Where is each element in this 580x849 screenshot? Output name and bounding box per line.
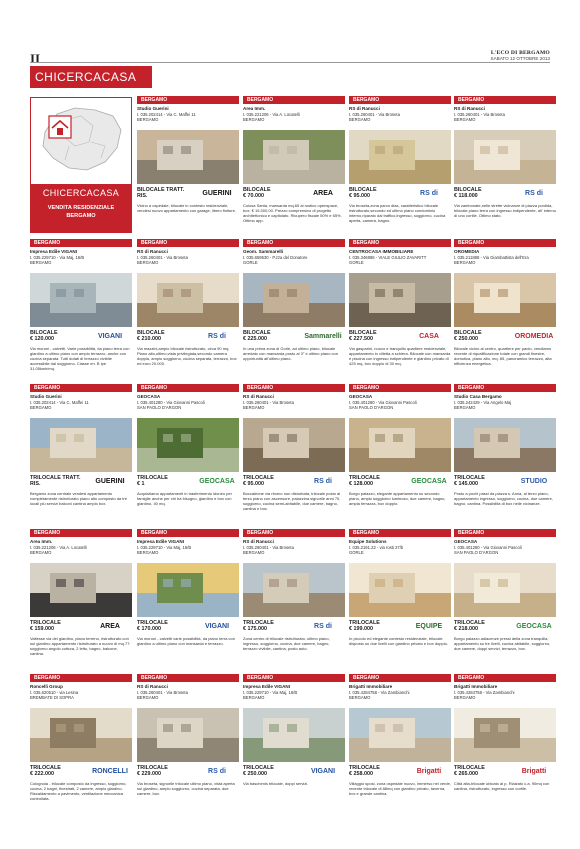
listing-agency[interactable]: Studio Casa Bergamo <box>454 394 502 399</box>
listing-region: BERGAMO <box>349 529 451 537</box>
agency-logo: Brigatti <box>521 768 547 775</box>
listing-contact: t. 035.211888 - Via Giambattista dell'Era <box>454 254 529 260</box>
listing-region: BERGAMO <box>349 96 451 104</box>
listing-photo[interactable] <box>30 418 132 472</box>
listing-type: BILOCALE <box>454 330 482 336</box>
hero-line-2: BERGAMO <box>66 213 96 219</box>
listing-agency[interactable]: GEOCASA <box>454 539 478 544</box>
listing-description: Posto a pochi passi da piazza s. Anna, al terzo piano, appartamento ingresso, soggiorno, cucina, due camere, bagno, cantina. Possibilità di box nelle vicinanze. <box>454 492 553 506</box>
listing-type: TRILOCALE <box>30 620 61 626</box>
listing-card[interactable] <box>454 529 556 677</box>
listing-card[interactable] <box>454 384 556 532</box>
listing-contact: t. 035.202414 - Via C. Maffei 11 <box>137 111 196 117</box>
listing-type: TRILOCALE <box>137 620 168 626</box>
listing-card[interactable] <box>30 384 132 532</box>
listing-city: SAN PAOLO D'ARGON <box>454 549 499 555</box>
listing-price: € 250.000 <box>243 771 267 777</box>
listing-city: GORLE <box>349 259 364 265</box>
listing-contact: t. 035.229710 - Via Maj, 16/B <box>30 254 85 260</box>
listing-card[interactable] <box>349 529 451 677</box>
listing-type-price <box>30 620 61 632</box>
newspaper-name: L'ECO DI BERGAMO <box>490 50 550 56</box>
listing-type: TRILOCALE <box>454 765 485 771</box>
listing-photo[interactable] <box>243 130 345 184</box>
listing-price: € 218.000 <box>454 626 478 632</box>
listing-region: BERGAMO <box>137 96 239 104</box>
listing-region: BERGAMO <box>243 239 345 247</box>
listing-city: SAN PAOLO D'ARGON <box>137 404 182 410</box>
listing-type-price <box>30 330 58 342</box>
listing-type-price <box>243 187 271 199</box>
listing-city: BERGAMO <box>137 694 159 700</box>
agency-logo: RS di <box>314 623 332 630</box>
listing-type-price <box>349 765 380 777</box>
listing-description: Città alta-trilocale ubicato al p. Rialzato c.a. 90mq con cantina, ristrutturato, ingresso con cortile. <box>454 782 550 791</box>
listing-city: BERGAMO <box>243 694 265 700</box>
listing-type: BILOCALE TRATT. RIS. <box>137 187 185 199</box>
listing-contact: t. 035.659530 - P.zza del Donatore <box>243 254 308 260</box>
listing-type: TRILOCALE <box>243 765 274 771</box>
listing-photo[interactable] <box>137 708 239 762</box>
listing-type: TRILOCALE <box>137 765 168 771</box>
listing-type: TRILOCALE <box>137 475 168 481</box>
hero-panel <box>30 97 132 233</box>
listing-region: BERGAMO <box>30 384 132 392</box>
listing-description: Via baschenis trilocale, doppi servizi. <box>243 782 309 786</box>
listing-region: BERGAMO <box>454 384 556 392</box>
listing-region: BERGAMO <box>349 239 451 247</box>
listing-photo[interactable] <box>137 130 239 184</box>
agency-logo: RONCELLI <box>92 768 128 775</box>
listing-type: TRILOCALE <box>30 765 61 771</box>
listing-price: € 118.000 <box>454 193 478 199</box>
listing-contact: t. 035.221206 - Via A. Locatelli <box>243 111 300 117</box>
listing-card[interactable] <box>243 529 345 677</box>
listing-type: BILOCALE <box>30 330 58 336</box>
listing-photo[interactable] <box>30 708 132 762</box>
listing-region: BERGAMO <box>137 529 239 537</box>
listing-description: Via moroni - calvetti. Varie possibilità, da piano terra con giardino a ultimo piano con ampio terrazzo, anche con cucina separata. Tutti dotati di terrazzo vivibile accessibile dal soggiorno. Classe en. B ipe 31.05kwh/mq. <box>30 347 130 371</box>
listing-agency[interactable]: Roncelli Group <box>30 684 63 689</box>
listing-type-price <box>30 475 82 487</box>
listing-photo[interactable] <box>454 273 556 327</box>
listing-photo[interactable] <box>349 273 451 327</box>
listing-photo[interactable] <box>454 708 556 762</box>
listing-region: BERGAMO <box>243 529 345 537</box>
listing-city: BERGAMO <box>137 549 159 555</box>
listing-description: In una prima zona di Gorle, ad ultimo piano, bilocale arredato con mansarda posto al 3° e ultimo piano con opportunità all'ultimo piano. <box>243 347 338 361</box>
listing-price: € 95.000 <box>243 481 264 487</box>
listing-contact: t. 035.229710 - Via Maj, 16/B <box>137 544 192 550</box>
listing-contact: t. 035.401280 - Via Giovanni Pascoli <box>349 399 417 405</box>
listing-card[interactable] <box>137 96 239 244</box>
section-brand: CHICERCACASA <box>30 66 152 88</box>
agency-logo: EQUIPE <box>415 623 443 630</box>
listing-region: BERGAMO <box>30 674 132 682</box>
listing-city: GORLE <box>349 549 364 555</box>
listing-type-price <box>349 475 380 487</box>
listing-photo[interactable] <box>137 563 239 617</box>
listing-contact: t. 035.401280 - Via Giovanni Pascoli <box>137 399 205 405</box>
listing-description: Via moroni - calvetti varie possibilità, da piano terra con giardino a ultimo piano con mansarda e terrazzo. <box>137 637 235 646</box>
listing-city: BREMBATE DI SOPRA <box>30 694 74 700</box>
listing-description: Colognola - trilocale composto da ingresso, soggiorno, cucina, 2 bagni, finestrati, 2 camere, ampio giardino. Riscaldamento a pavimento, ventilazione meccanica controllata. <box>30 782 127 801</box>
listing-contact: t. 035.346886 - VIALE GIULIO ZAVARITT <box>349 254 427 260</box>
listing-description: Via broseta, signorile trilocale ultimo piano, vista aperta sul giardino, ampio soggiorno, cucina separata, due camere, box. <box>137 782 235 796</box>
hero-line-1: VENDITA RESIDENZIALE <box>47 205 115 211</box>
house-icon <box>49 116 71 138</box>
listing-photo[interactable] <box>137 418 239 472</box>
listing-card[interactable] <box>349 384 451 532</box>
listing-region: BERGAMO <box>30 529 132 537</box>
listing-agency[interactable]: RS di Ranucci <box>243 394 274 399</box>
listing-contact: t. 035.202414 - Via C. Maffei 11 <box>30 399 89 405</box>
listing-description: Bergamo zona centrale vendesi appartamento completamente ristrutturato piano alto composto da tre locali più servizi balconi cantina ampio box. <box>30 492 127 506</box>
listing-type-price <box>349 330 377 342</box>
listing-city: BERGAMO <box>30 404 52 410</box>
listing-photo[interactable] <box>243 563 345 617</box>
listing-city: BERGAMO <box>454 259 476 265</box>
listing-agency[interactable]: Area Imm. <box>243 106 266 111</box>
listing-agency[interactable]: RS di Ranucci <box>137 684 168 689</box>
listing-agency[interactable]: Brigatti Immobiliare <box>454 684 498 689</box>
listing-card[interactable] <box>30 674 132 822</box>
listing-description: Via broseta,zona parco dias, caratteristico bilocale ristrutturato,secondo ed ultimo piano condominio interno,riparato dal traffico,ingresso, soggiorno, cucina aperta, camera, bagno. <box>349 204 446 223</box>
listing-price: € 229.000 <box>137 771 161 777</box>
agency-logo: GUERINI <box>202 190 232 197</box>
agency-logo: RS di <box>525 190 543 197</box>
listing-description: Villaggio sposi, zona ospedale nuovo, immerso nel verde, recente trilocale di 88mq con giardino privato, taverna, box e grande cantina. <box>349 782 451 796</box>
listing-photo[interactable] <box>349 418 451 472</box>
listing-type-price <box>454 765 485 777</box>
listing-city: BERGAMO <box>243 404 265 410</box>
listing-card[interactable] <box>349 96 451 244</box>
listing-photo[interactable] <box>137 273 239 327</box>
listing-agency[interactable]: Equipe Solutions <box>349 539 387 544</box>
listing-price: € 1 <box>137 481 145 487</box>
listing-contact: t. 035.620510 - via Lesina <box>30 689 79 695</box>
listing-type: BILOCALE <box>349 187 377 193</box>
listing-price: € 95.000 <box>349 193 370 199</box>
agency-logo: RS di <box>208 333 226 340</box>
listing-type-price <box>243 475 274 487</box>
listing-type-price <box>243 620 274 632</box>
listing-agency[interactable]: Studio Guerini <box>137 106 169 111</box>
listing-price: € 227.500 <box>349 336 373 342</box>
issue-date: SABATO 12 OTTOBRE 2013 <box>490 56 550 61</box>
listing-region: BERGAMO <box>243 96 345 104</box>
agency-logo: Brigatti <box>416 768 442 775</box>
listing-type-price <box>30 765 61 777</box>
listing-agency[interactable]: GEOCASA <box>137 394 161 399</box>
listing-city: BERGAMO <box>454 404 476 410</box>
listing-city: BERGAMO <box>454 694 476 700</box>
agency-logo: RS di <box>314 478 332 485</box>
listing-price: € 145.000 <box>454 481 478 487</box>
agency-logo: AREA <box>313 190 333 197</box>
listing-region: BERGAMO <box>454 529 556 537</box>
listing-card[interactable] <box>30 529 132 677</box>
listing-card[interactable] <box>454 239 556 387</box>
listing-city: BERGAMO <box>137 116 159 122</box>
listing-price: € 120.000 <box>30 336 54 342</box>
listing-type: TRILOCALE <box>349 620 380 626</box>
agency-logo: VIGANI <box>97 333 123 340</box>
listing-card[interactable] <box>243 96 345 244</box>
listing-region: BERGAMO <box>243 674 345 682</box>
listing-type-price <box>454 620 485 632</box>
listing-price: € 258.000 <box>349 771 373 777</box>
listing-city: BERGAMO <box>243 549 265 555</box>
listing-photo[interactable] <box>349 130 451 184</box>
listing-description: Zona centro di trilocale ristrutturato, ultimo piano, ingresso, soggiorno, cucina, due camere, bagno, terrazzo vivibile, cantina, posto auto. <box>243 637 330 651</box>
listing-photo[interactable] <box>349 563 451 617</box>
agency-logo: STUDIO <box>520 478 548 485</box>
listing-contact: t. 035.2191.22 - via rosti 27/b <box>349 544 404 550</box>
agency-logo: CASA <box>419 333 439 340</box>
listing-type: TRILOCALE <box>454 475 485 481</box>
agency-logo: RS di <box>208 768 226 775</box>
listing-agency[interactable]: RS di Ranucci <box>349 106 380 111</box>
listing-region: BERGAMO <box>349 674 451 682</box>
listing-agency[interactable]: Impresa Edile VIGANI <box>137 539 184 544</box>
listing-contact: t. 035.260401 - Via Broseta <box>137 689 188 695</box>
listing-price: € 128.000 <box>349 481 373 487</box>
listing-price: € 70.000 <box>243 193 264 199</box>
listing-card[interactable] <box>137 674 239 822</box>
hero-band <box>31 184 131 232</box>
listing-card[interactable] <box>243 384 345 532</box>
listing-photo[interactable] <box>454 563 556 617</box>
listing-type-price <box>137 187 189 199</box>
listing-contact: t. 035.242429 - Via Angelo Maj <box>454 399 512 405</box>
listing-type-price <box>454 475 485 487</box>
listing-price: € 159.000 <box>30 626 54 632</box>
agency-logo: GEOCASA <box>199 478 235 485</box>
listing-photo[interactable] <box>243 418 345 472</box>
listing-city: GORLE <box>243 259 258 265</box>
listing-description: Boccaleone via ritorno non disturbata, trilocale posto al terzo piano con ascensore, palazzina signorile anni 70, soggiorno, cucina semi-abitabile, due camere, bagno, cantina e box. <box>243 492 341 511</box>
listing-region: BERGAMO <box>454 96 556 104</box>
listing-region: BERGAMO <box>137 674 239 682</box>
listing-photo[interactable] <box>349 708 451 762</box>
listing-type-price <box>137 330 165 342</box>
page-number: II <box>30 51 41 66</box>
listing-region: BERGAMO <box>30 239 132 247</box>
listing-price: € 175.000 <box>243 626 267 632</box>
hero-brand: CHICERCACASA <box>42 188 120 198</box>
listing-city: BERGAMO <box>137 259 159 265</box>
listing-city: SAN PAOLO D'ARGON <box>349 404 394 410</box>
agency-logo: GEOCASA <box>411 478 447 485</box>
listing-card[interactable] <box>349 239 451 387</box>
listing-price: € 250.000 <box>454 336 478 342</box>
agency-logo: GEOCASA <box>516 623 552 630</box>
listing-type: BILOCALE <box>243 330 271 336</box>
listing-agency[interactable]: CENTROCASA IMMOBILIARE <box>349 249 414 254</box>
listing-price: € 225.000 <box>243 336 267 342</box>
listing-card[interactable] <box>137 384 239 532</box>
listing-description: In piccolo ed elegante contesto residenziale, trilocale disposto su due livelli con giardino privato e box doppio. <box>349 637 448 646</box>
listing-region: BERGAMO <box>137 384 239 392</box>
listing-type-price <box>137 620 168 632</box>
listing-type-price <box>137 475 168 487</box>
listing-contact: t. 035.4284758 - Via Zambianchi <box>454 689 515 695</box>
listing-type-price <box>454 330 482 342</box>
listing-description: Acquistiamo appartamenti in trasferimento idoneo per famiglie anche per chi ha bisogno, giardino e box con giardino, 40 mq. <box>137 492 232 506</box>
listing-city: BERGAMO <box>349 116 371 122</box>
listing-type: BILOCALE <box>454 187 482 193</box>
listing-type: TRILOCALE TRATT. RIS. <box>30 475 81 487</box>
listing-agency[interactable]: Brigatti Immobiliare <box>349 684 393 689</box>
listing-type-price <box>454 187 482 199</box>
listing-agency[interactable]: RS di Ranucci <box>243 539 274 544</box>
agency-logo: OROMEDIA <box>514 333 554 340</box>
listing-contact: t. 035.260401 - Via Broseta <box>243 399 294 405</box>
listing-type: BILOCALE <box>349 330 377 336</box>
listing-description: Bilocale vicino al centro, quartiere per paolo, vendiamo recente di riqualificazione totale con grandi finestre, domotica, piano alto, mq. 85, panoramico terrazzo, alta efficienza energetica. <box>454 347 552 366</box>
top-rule <box>30 62 550 63</box>
listing-city: BERGAMO <box>454 116 476 122</box>
listing-description: Borgo palazzo, elegante appartamento su secondo piano, ampio soggiorno luminoso, due camere, bagno, ampia terrazza, box doppio. <box>349 492 446 506</box>
listing-type-price <box>349 620 380 632</box>
agency-logo: RS di <box>420 190 438 197</box>
listing-description: Borgo palazzo adiacenze pressi della zona tranquilla, appartamento su tre livelli, cucina abitabile, soggiorno, due camere, doppi servizi, terrazzo, box. <box>454 637 551 651</box>
listing-description: Valtesse via del giardino, piano terreno, ristrutturato con sul giardino appartamento ristrutturato a nuovo di mq.77: soggiorno angolo cottura, 2 letto, bagno, balcone, cantina. <box>30 637 131 656</box>
listing-contact: t. 035.229710 - Via Maj, 16/B <box>243 689 298 695</box>
listing-price: € 199.000 <box>349 626 373 632</box>
listing-city: BERGAMO <box>349 694 371 700</box>
listing-card[interactable] <box>137 529 239 677</box>
listing-agency[interactable]: Geom. Sammarelli <box>243 249 284 254</box>
agency-logo: GUERINI <box>95 478 125 485</box>
listing-description: Via zambonate,nelle strette vicinanze di piazza pontida, bilocale piano terra con ingresso indipendente, all' interno di uno cortile. Ottimo stato. <box>454 204 556 218</box>
listing-agency[interactable]: Impresa Edile VIGANI <box>243 684 290 689</box>
masthead <box>491 50 551 61</box>
listing-agency[interactable]: Studio Guerini <box>30 394 62 399</box>
listing-type: TRILOCALE <box>349 475 380 481</box>
listing-contact: t. 035.221206 - Via A. Locatelli <box>30 544 87 550</box>
listing-type: BILOCALE <box>243 187 271 193</box>
listing-agency[interactable]: Area Imm. <box>30 539 53 544</box>
listing-photo[interactable] <box>243 273 345 327</box>
listing-contact: t. 035.260401 - Via Broseta <box>137 254 188 260</box>
listing-contact: t. 035.401280 - Via Giovanni Pascoli <box>454 544 522 550</box>
listing-price: € 170.000 <box>137 626 161 632</box>
agency-logo: AREA <box>100 623 120 630</box>
listing-type-price <box>349 187 377 199</box>
listing-agency[interactable]: GEOCASA <box>349 394 373 399</box>
listing-description: Colosa Santa, mansarda mq.65 al rustico openspace, box. € 15.000,00. Prezzo comprensivo di progetto architettonico e capitolato. Ricupero fiscale 50% e 65%. Ottimo app. <box>243 204 342 223</box>
province-map-icon <box>35 102 127 176</box>
listing-agency[interactable]: RS di Ranucci <box>137 249 168 254</box>
listing-type: TRILOCALE <box>349 765 380 771</box>
listing-contact: t. 035.4284758 - Via Zambianchi <box>349 689 410 695</box>
listing-city: BERGAMO <box>30 549 52 555</box>
listing-photo[interactable] <box>454 130 556 184</box>
listing-type: BILOCALE <box>137 330 165 336</box>
listing-card[interactable] <box>349 674 451 822</box>
listing-type: TRILOCALE <box>243 620 274 626</box>
listing-type: TRILOCALE <box>454 620 485 626</box>
listing-contact: t. 035.260401 - Via Broseta <box>243 544 294 550</box>
listing-card[interactable] <box>243 239 345 387</box>
listing-agency[interactable]: OROMEDIA <box>454 249 480 254</box>
listing-type-price <box>243 765 274 777</box>
listing-card[interactable] <box>30 239 132 387</box>
listing-type: TRILOCALE <box>243 475 274 481</box>
listing-region: BERGAMO <box>454 674 556 682</box>
listing-region: BERGAMO <box>349 384 451 392</box>
listing-photo[interactable] <box>454 418 556 472</box>
listing-card[interactable] <box>454 674 556 822</box>
listing-price: € 265.000 <box>454 771 478 777</box>
listing-city: BERGAMO <box>243 116 265 122</box>
listing-region: BERGAMO <box>243 384 345 392</box>
agency-logo: VIGANI <box>310 768 336 775</box>
listing-type-price <box>137 765 168 777</box>
listing-city: BERGAMO <box>30 259 52 265</box>
listing-region: BERGAMO <box>454 239 556 247</box>
listing-contact: t. 035.260401 - Via Broseta <box>349 111 400 117</box>
agency-logo: Sammarelli <box>304 333 342 340</box>
listing-card[interactable] <box>137 239 239 387</box>
listing-region: BERGAMO <box>137 239 239 247</box>
listing-description: Vicino a ospedale; bilocale in contesto residenziale, vendesi nuovo appartamento con garage, libero finiture. <box>137 204 236 213</box>
listing-price: € 210.000 <box>137 336 161 342</box>
listing-agency[interactable]: RS di Ranucci <box>454 106 485 111</box>
listing-price: € 222.000 <box>30 771 54 777</box>
listing-contact: t. 035.260401 - Via Broseta <box>454 111 505 117</box>
listing-card[interactable] <box>454 96 556 244</box>
listing-description: Via mazzini,ampio bilocale ristrutturato, circa 90 mq. Piano alto,ultimo,vista privilegiata,secondo camera doppia, ampio soggiorno, cucina separata, terrazzo, box ed euro 20.000. <box>137 347 237 366</box>
agency-logo: VIGANI <box>204 623 230 630</box>
listing-card[interactable] <box>243 674 345 822</box>
listing-type-price <box>243 330 271 342</box>
listing-agency[interactable]: Impresa Edile VIGANI <box>30 249 77 254</box>
listing-photo[interactable] <box>30 273 132 327</box>
listing-description: Via gasparini, nuovo e tranquillo quartiere residenziale, appartamento in villetta a schiera. Bilocale con mansarda e piscina con ingresso indipendente e giardino privato di 425 mq, box doppio di 30 mq. <box>349 347 451 366</box>
listing-photo[interactable] <box>243 708 345 762</box>
listing-photo[interactable] <box>30 563 132 617</box>
